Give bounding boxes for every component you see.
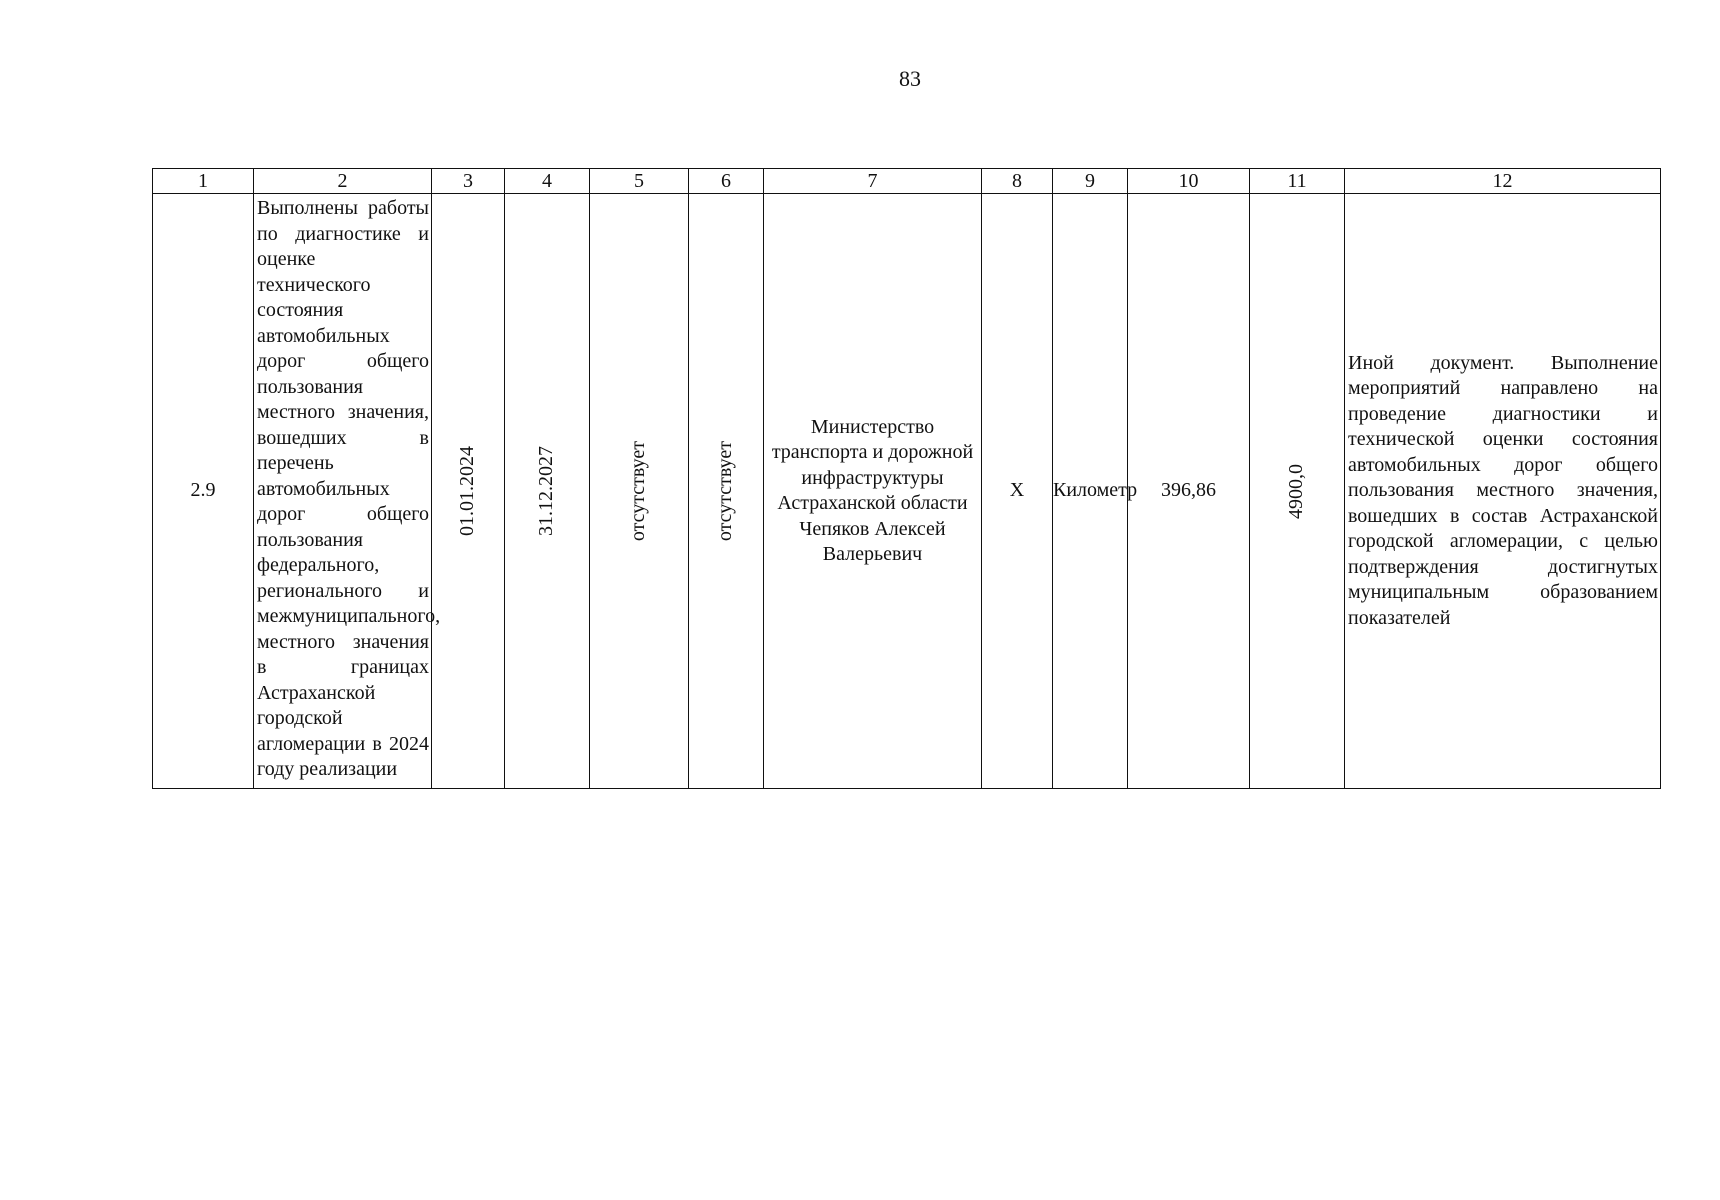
- start-date: 01.01.2024: [456, 446, 479, 536]
- row-description: Выполнены работы по диагностике и оценке технического состояния автомобильных дорог общего пользования местного значения, вошедших в перечень автомобильных дорог общего пользования федерального, регионального и межмуниципального, местного значения в границах Астраханской городской агломерации в 2024 году реализации: [254, 194, 432, 789]
- start-date-cell: [432, 194, 505, 789]
- indicator-value: 396,86: [1128, 194, 1250, 789]
- amount-value: 4900,0: [1285, 463, 1308, 519]
- page-number: 83: [899, 66, 921, 91]
- responsible-org: Министерство транспорта и дорожной инфраструктуры Астраханской области: [771, 415, 974, 514]
- responsible-person: Чепяков Алексей Валерьевич: [799, 517, 946, 565]
- table-row: [153, 194, 1661, 789]
- col8-value: Х: [982, 194, 1053, 789]
- amount-cell: [1250, 194, 1345, 789]
- col-header-4: 4: [505, 169, 590, 194]
- col6-cell: [689, 194, 764, 789]
- col-header-9: 9: [1053, 169, 1128, 194]
- col-header-6: 6: [689, 169, 764, 194]
- unit-value: Километр: [1053, 194, 1128, 789]
- col6-value: отсутствует: [714, 440, 737, 542]
- col-header-2: 2: [254, 169, 432, 194]
- end-date-cell: [505, 194, 590, 789]
- end-date: 31.12.2027: [535, 446, 558, 536]
- col-header-7: 7: [764, 169, 982, 194]
- col-header-5: 5: [590, 169, 689, 194]
- col-header-8: 8: [982, 169, 1053, 194]
- col5-value: отсутствует: [627, 440, 650, 542]
- column-number-row: [153, 169, 1661, 194]
- col-header-11: 11: [1250, 169, 1345, 194]
- col-header-10: 10: [1128, 169, 1250, 194]
- responsible-cell: [764, 194, 982, 789]
- program-table: [152, 168, 1661, 789]
- col-header-12: 12: [1345, 169, 1661, 194]
- row-number: 2.9: [153, 194, 254, 789]
- col5-cell: [590, 194, 689, 789]
- col-header-1: 1: [153, 169, 254, 194]
- row-note: Иной документ. Выполнение мероприятий направлено на проведение диагностики и технической оценки состояния автомобильных дорог общего пользования местного значения, вошедших в состав Астраханской городской агломерации, с целью подтверждения достигнутых муниципальным образованием показателей: [1345, 194, 1661, 789]
- col-header-3: 3: [432, 169, 505, 194]
